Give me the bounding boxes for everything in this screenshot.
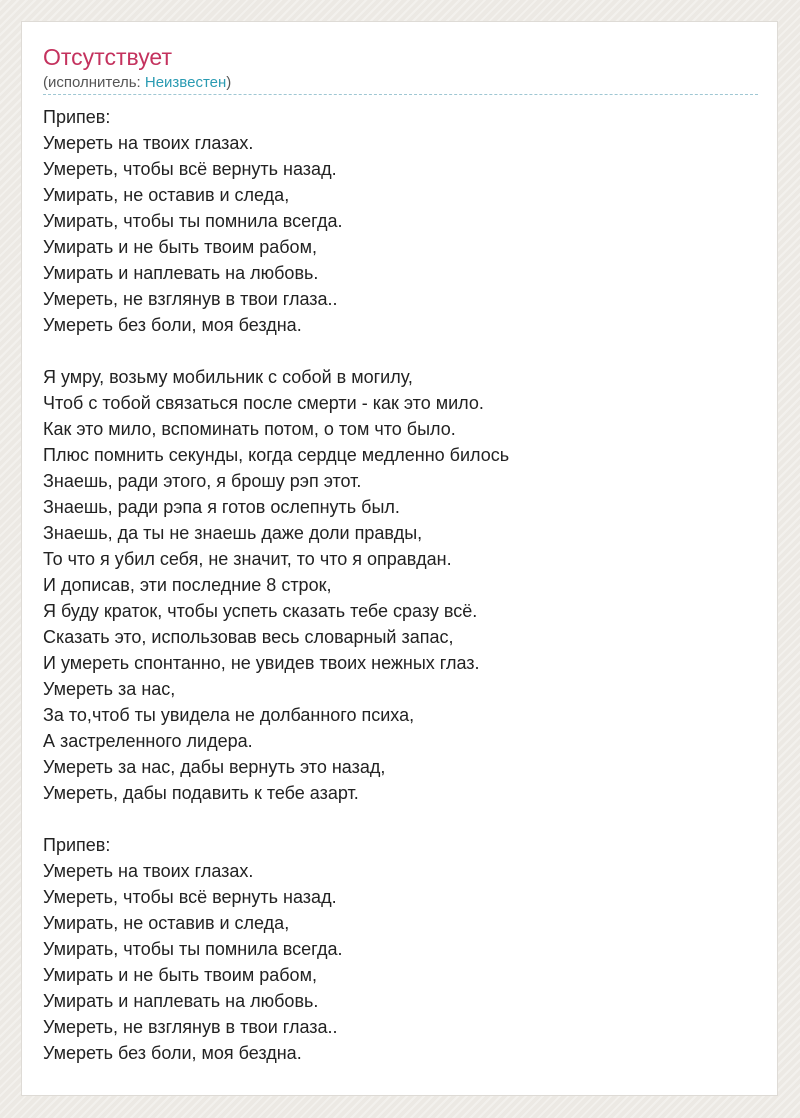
lyrics-text [43, 104, 758, 1066]
title-divider [43, 94, 758, 95]
lyric-line: Как это мило, вспоминать потом, о том что было. [43, 419, 456, 439]
lyric-line: Знаешь, ради этого, я брошу рэп этот. [43, 471, 362, 491]
lyrics-card [21, 21, 778, 1096]
lyric-line: Умирать и не быть твоим рабом, [43, 965, 317, 985]
lyric-line: И дописав, эти последние 8 строк, [43, 575, 332, 595]
lyric-line: Умирать и наплевать на любовь. [43, 991, 319, 1011]
lyric-line: Умереть, не взглянув в твои глаза.. [43, 289, 338, 309]
lyric-line: Умереть на твоих глазах. [43, 133, 254, 153]
lyric-line: Припев: [43, 107, 111, 127]
artist-suffix: ) [226, 74, 232, 91]
lyric-line: Умирать, не оставив и следа, [43, 185, 290, 205]
artist-prefix: (исполнитель: [43, 74, 145, 91]
lyric-line: То что я убил себя, не значит, то что я оправдан. [43, 549, 452, 569]
lyrics-stanza [43, 104, 758, 338]
artist-link[interactable]: Неизвестен [144, 74, 227, 91]
lyric-line: Умирать и не быть твоим рабом, [43, 237, 317, 257]
lyric-line: Умереть без боли, моя бездна. [43, 315, 302, 335]
lyric-line: Умереть на твоих глазах. [43, 861, 254, 881]
lyric-line: Умереть, дабы подавить к тебе азарт. [43, 783, 359, 803]
lyric-line: Умереть, чтобы всё вернуть назад. [43, 887, 337, 907]
lyric-line: Сказать это, использовав весь словарный запас, [43, 627, 454, 647]
lyric-line: Умереть без боли, моя бездна. [43, 1043, 302, 1063]
lyric-line: Я буду краток, чтобы успеть сказать тебе сразу всё. [43, 601, 478, 621]
lyric-line: Умирать и наплевать на любовь. [43, 263, 319, 283]
lyric-line: Знаешь, ради рэпа я готов ослепнуть был. [43, 497, 400, 517]
song-title: Отсутствует [43, 44, 172, 70]
lyric-line: Умереть, чтобы всё вернуть назад. [43, 159, 337, 179]
lyric-line: Я умру, возьму мобильник с собой в могилу, [43, 367, 413, 387]
lyrics-stanza [43, 832, 758, 1066]
artist-line [43, 73, 231, 93]
lyric-line: Умереть за нас, дабы вернуть это назад, [43, 757, 386, 777]
lyric-line: Умереть за нас, [43, 679, 176, 699]
lyric-line: А застреленного лидера. [43, 731, 253, 751]
lyric-line: Чтоб с тобой связаться после смерти - как это мило. [43, 393, 484, 413]
lyric-line: Плюс помнить секунды, когда сердце медленно билось [43, 445, 510, 465]
lyric-line: Знаешь, да ты не знаешь даже доли правды, [43, 523, 423, 543]
lyric-line: И умереть спонтанно, не увидев твоих нежных глаз. [43, 653, 480, 673]
lyric-line: За то,чтоб ты увидела не долбанного психа, [43, 705, 415, 725]
lyric-line: Умирать, чтобы ты помнила всегда. [43, 939, 343, 959]
lyric-line: Припев: [43, 835, 111, 855]
lyrics-stanza [43, 364, 758, 806]
lyric-line: Умирать, чтобы ты помнила всегда. [43, 211, 343, 231]
lyric-line: Умереть, не взглянув в твои глаза.. [43, 1017, 338, 1037]
lyric-line: Умирать, не оставив и следа, [43, 913, 290, 933]
